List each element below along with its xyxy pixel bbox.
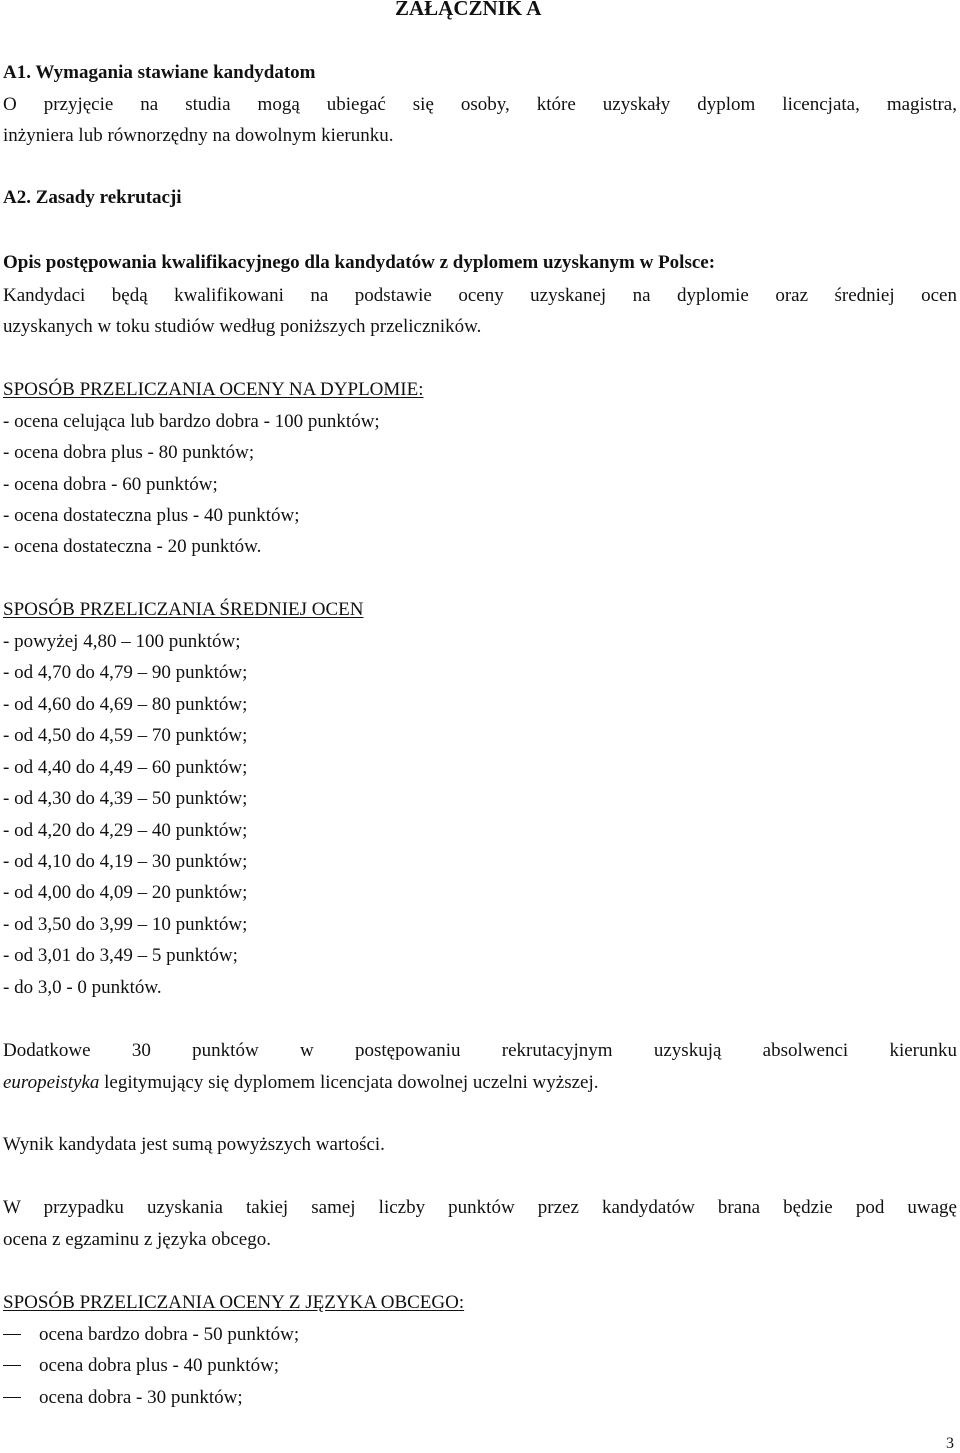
list-item-text: ocena dobra plus - 40 punktów;: [39, 1355, 280, 1376]
bonus-line2: [3, 1073, 599, 1092]
diploma-section-heading: [3, 380, 424, 399]
list-item: - ocena dobra - 60 punktów;: [3, 474, 218, 495]
list-item: [3, 1356, 279, 1375]
dash-bullet-icon: [3, 1397, 21, 1398]
a2-text-line1: Kandydaci będą kwalifikowani na podstawie oceny uzyskanej na dyplomie oraz średniej ocen: [3, 285, 957, 306]
bonus-line1: Dodatkowe 30 punktów w postępowaniu rekrutacyjnym uzyskują absolwenci kierunku: [3, 1040, 957, 1061]
list-item: - od 4,40 do 4,49 – 60 punktów;: [3, 757, 248, 778]
list-item: - od 4,20 do 4,29 – 40 punktów;: [3, 820, 248, 841]
list-item: - od 4,00 do 4,09 – 20 punktów;: [3, 882, 248, 903]
list-item: - od 4,50 do 4,59 – 70 punktów;: [3, 725, 248, 746]
list-item: - od 4,30 do 4,39 – 50 punktów;: [3, 788, 248, 809]
bonus-line2-rest: legitymujący się dyplomem licencjata dowolnej uczelni wyższej.: [99, 1072, 599, 1093]
list-item-text: ocena bardzo dobra - 50 punktów;: [39, 1324, 300, 1345]
language-heading-colon: :: [458, 1292, 465, 1313]
list-item: - od 4,10 do 4,19 – 30 punktów;: [3, 851, 248, 872]
list-item-text: ocena dobra - 30 punktów;: [39, 1387, 243, 1408]
list-item: [3, 1325, 299, 1344]
result-text: Wynik kandydata jest sumą powyższych wartości.: [3, 1134, 385, 1155]
dash-bullet-icon: [3, 1365, 21, 1366]
list-item: - ocena dobra plus - 80 punktów;: [3, 442, 255, 463]
diploma-heading-text: SPOSÓB PRZELICZANIA OCENY NA DYPLOMIE: [3, 379, 419, 400]
language-heading-text: SPOSÓB PRZELICZANIA OCENY Z JĘZYKA OBCEGO: [3, 1292, 459, 1313]
dash-bullet-icon: [3, 1334, 21, 1335]
a1-heading: A1. Wymagania stawiane kandydatom: [3, 62, 316, 83]
language-section-heading: [3, 1293, 464, 1312]
average-section-heading: [3, 600, 364, 619]
list-item: - ocena dostateczna - 20 punktów.: [3, 536, 262, 557]
list-item: - powyżej 4,80 – 100 punktów;: [3, 631, 241, 652]
bonus-line2-italic: europeistyka: [3, 1072, 100, 1093]
a1-text-line2: inżyniera lub równorzędny na dowolnym kierunku.: [3, 125, 394, 146]
a2-heading: A2. Zasady rekrutacji: [3, 187, 182, 208]
a2-subheading: Opis postępowania kwalifikacyjnego dla kandydatów z dyplomem uzyskanym w Polsce:: [3, 252, 716, 273]
list-item: - od 3,50 do 3,99 – 10 punktów;: [3, 914, 248, 935]
list-item: [3, 1388, 243, 1407]
list-item: - ocena dostateczna plus - 40 punktów;: [3, 505, 300, 526]
list-item: - ocena celująca lub bardzo dobra - 100 punktów;: [3, 411, 380, 432]
page-number: 3: [946, 1435, 954, 1452]
tie-line1: W przypadku uzyskania takiej samej liczby punktów przez kandydatów brana będzie pod uwagę: [3, 1197, 957, 1218]
list-item: - do 3,0 - 0 punktów.: [3, 977, 162, 998]
a2-text-line2: uzyskanych w toku studiów według poniższych przeliczników.: [3, 316, 482, 337]
a1-text-line1: O przyjęcie na studia mogą ubiegać się osoby, które uzyskały dyplom licencjata, magistra,: [3, 94, 957, 115]
annex-title: ZAŁĄCZNIK A: [395, 0, 542, 20]
list-item: - od 4,70 do 4,79 – 90 punktów;: [3, 662, 248, 683]
list-item: - od 3,01 do 3,49 – 5 punktów;: [3, 945, 238, 966]
tie-line2: ocena z egzaminu z języka obcego.: [3, 1229, 271, 1250]
average-heading-text: SPOSÓB PRZELICZANIA ŚREDNIEJ OCEN: [3, 599, 364, 620]
list-item: - od 4,60 do 4,69 – 80 punktów;: [3, 694, 248, 715]
diploma-heading-colon: :: [418, 379, 424, 400]
